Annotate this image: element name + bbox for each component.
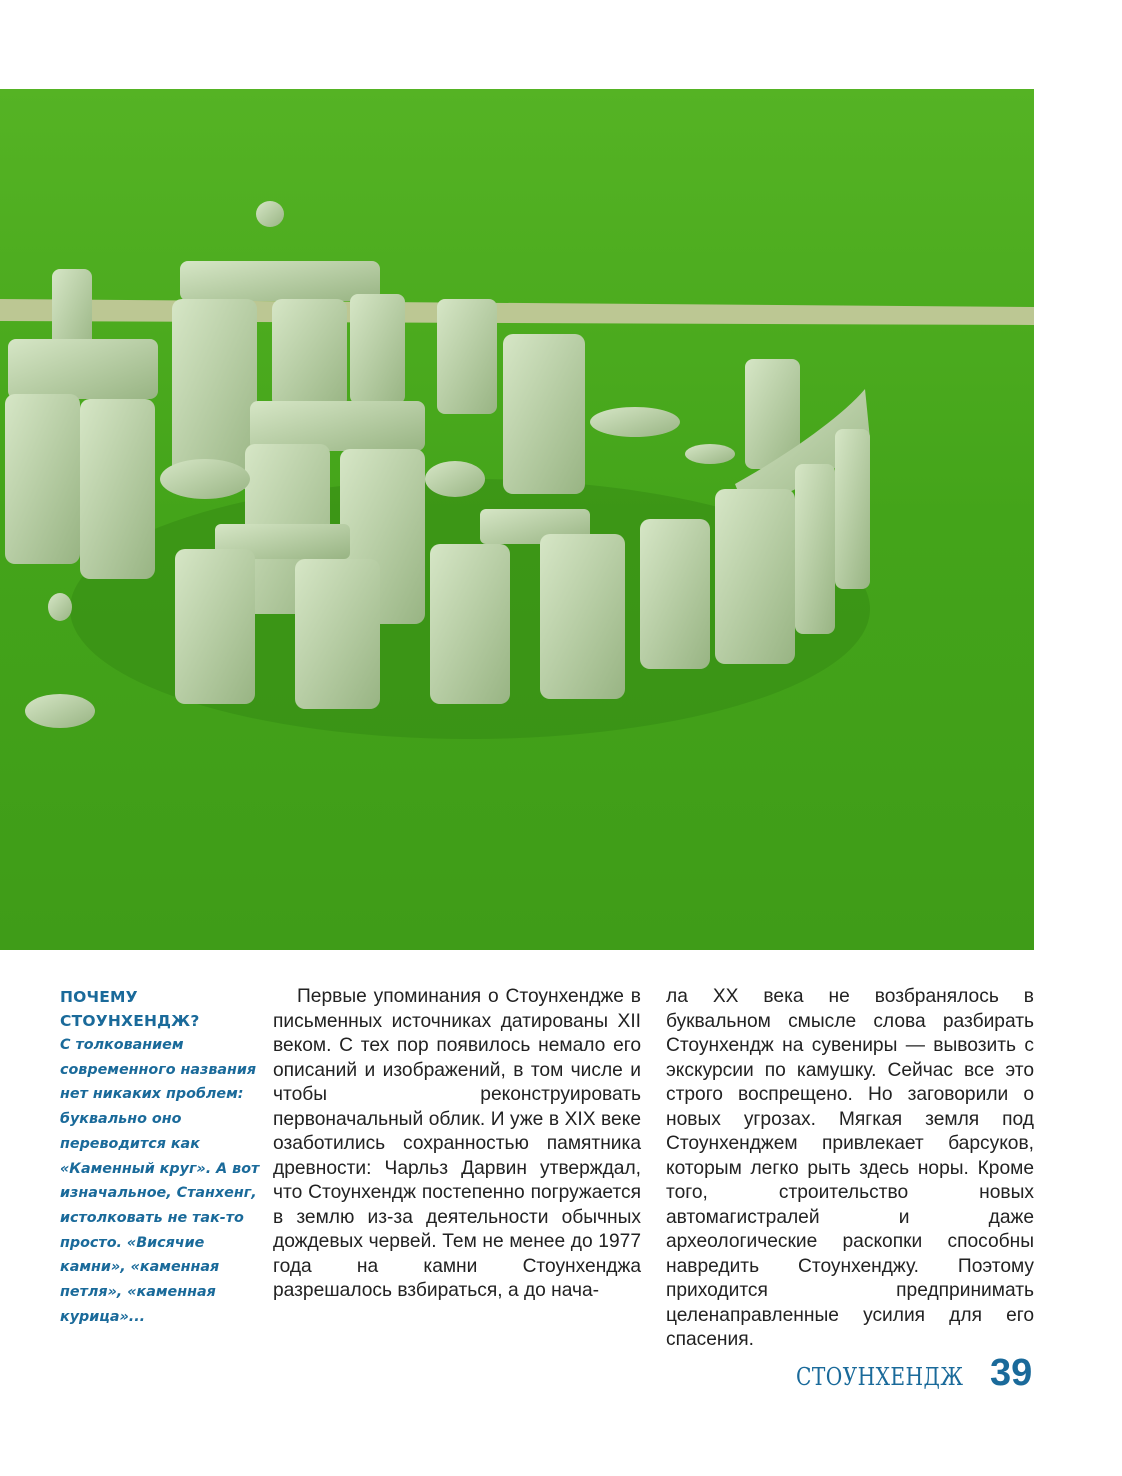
- sidebar: [60, 985, 260, 1329]
- article-column-2: ла XX века не возбранялось в буквальном смысле слова разбирать Стоунхендж на сувениры — вывозить с экскурсии по камушку. Сейчас все это строго воспрещено. Но заговорили о новых угрозах. Мягкая земля под Стоунхенджем привлекает барсуков, которым легко рыть здесь норы. Кроме того, строительство новых автомагистралей и даже археологические раскопки способны навредить Стоунхенджу. Поэтому приходится предпринимать целенаправленные усилия для его спасения.: [666, 986, 1034, 1350]
- stonehenge-illustration: [0, 89, 1034, 950]
- stonehenge-photo: [0, 89, 1034, 950]
- small-stone: [256, 201, 284, 227]
- sidebar-text: С толкованием современного названия нет никаких проблем: буквально оно переводится как «Каменный круг». А вот изначальное, Станхенг, истолковать не так-то просто. «Висячие камни», «каменная петля», «каменная курица»...: [60, 1037, 260, 1325]
- section-title: СТОУНХЕНДЖ: [796, 1363, 964, 1391]
- page-number: 39: [990, 1352, 1033, 1394]
- article-column-1: Первые упоминания о Стоунхендже в письменных источниках датированы XII веком. С тех пор появилось немало его описаний и изображений, в том числе и чтобы реконструировать первоначальный облик. И уже в XIX веке озаботились сохранностью памятника древности: Чарльз Дарвин утверждал, что Стоунхендж постепенно погружается в землю из-за деятельности обычных дождевых червей. Тем не менее до 1977 года на камни Стоунхенджа разрешалось взбираться, а до нача-: [273, 986, 641, 1301]
- sidebar-title: ПОЧЕМУ СТОУНХЕНДЖ?: [60, 988, 200, 1030]
